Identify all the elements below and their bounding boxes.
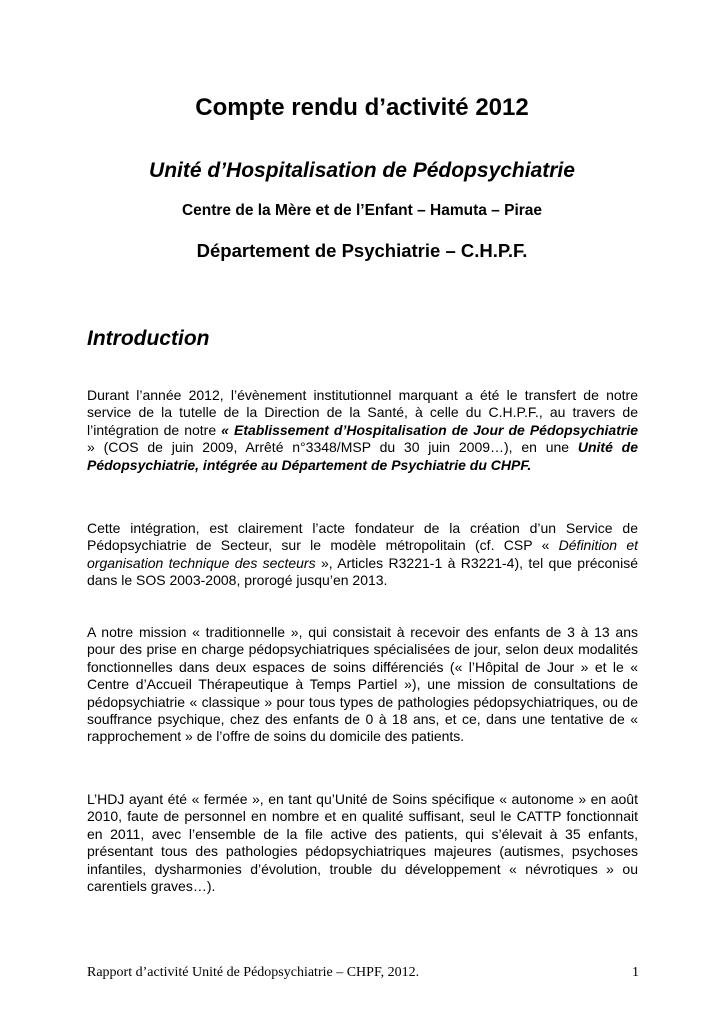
paragraph-2-italic: Définition et organisation technique des secteurs [87,537,638,571]
paragraph-2 [87,520,638,590]
paragraph-2-text-b: », Articles R3221-1 à R3221-4), tel que préconisé dans le SOS 2003-2008, prorogé jusqu’en 2013. [87,554,638,589]
paragraph-1-bold-a: « Etablissement d’Hospitalisation de Jour de Pédopsychiatrie [221,421,638,438]
paragraph-3: A notre mission « traditionnelle », qui consistait à recevoir des enfants de 3 à 13 ans pour des prise en charge pédopsychiatriques spécialisées de jour, selon deux modalités fonctionnelles dans deux espaces de soins différenciés (« l’Hôpital de Jour » et le « Centre d’Accueil Thérapeutique à Temps Partiel »), une mission de consultations de pédopsychiatrie « classique » pour tous types de pathologies pédopsychiatriques, ou de souffrance psychique, chez des enfants de 0 à 18 ans, et ce, dans une tentative de « rapprochement » de l’offre de soins du domicile des patients. [87,624,638,745]
paragraph-2-text-a: Cette intégration, est clairement l’acte fondateur de la création d’un Service de Pédopsychiatrie de Secteur, sur le modèle métropolitain (cf. CSP « [87,520,638,554]
paragraph-4: L’HDJ ayant été « fermée », en tant qu’Unité de Soins spécifique « autonome » en août 2010, faute de personnel en nombre et en qualité suffisant, seul le CATTP fonctionnait en 2011, avec l’ensemble de la file active des patients, qui s’élevait à 35 enfants, présentant tous des pathologies pédopsychiatriques majeures (autismes, psychoses infantiles, dysharmonies d’évolution, trouble du développement « névrotiques » ou carentiels graves…). [87,791,638,895]
paragraph-1-text-a: Durant l’année 2012, l’évènement institutionnel marquant a été le transfert de notre service de la tutelle de la Direction de la Santé, à celle du C.H.P.F., au travers de l’intégration de notre [87,387,638,438]
document-subtitle: Unité d’Hospitalisation de Pédopsychiatrie [149,159,575,182]
paragraph-1-bold-b: Unité de Pédopsychiatrie, intégrée au Département de Psychiatrie du CHPF. [87,439,639,473]
paragraph-1 [87,387,638,474]
paragraph-1-text-b: » (COS de juin 2009, Arrêté n°3348/MSP du 30 juin 2009…), en une [87,439,578,456]
department-name: Département de Psychiatrie – C.H.P.F. [196,240,528,261]
introduction-heading: Introduction [87,327,210,350]
centre-name: Centre de la Mère et de l’Enfant – Hamuta – Pirae [181,202,543,219]
page-number: 1 [632,965,639,980]
footer-text: Rapport d’activité Unité de Pédopsychiatrie – CHPF, 2012. [87,965,420,980]
document-title: Compte rendu d’activité 2012 [195,94,529,121]
